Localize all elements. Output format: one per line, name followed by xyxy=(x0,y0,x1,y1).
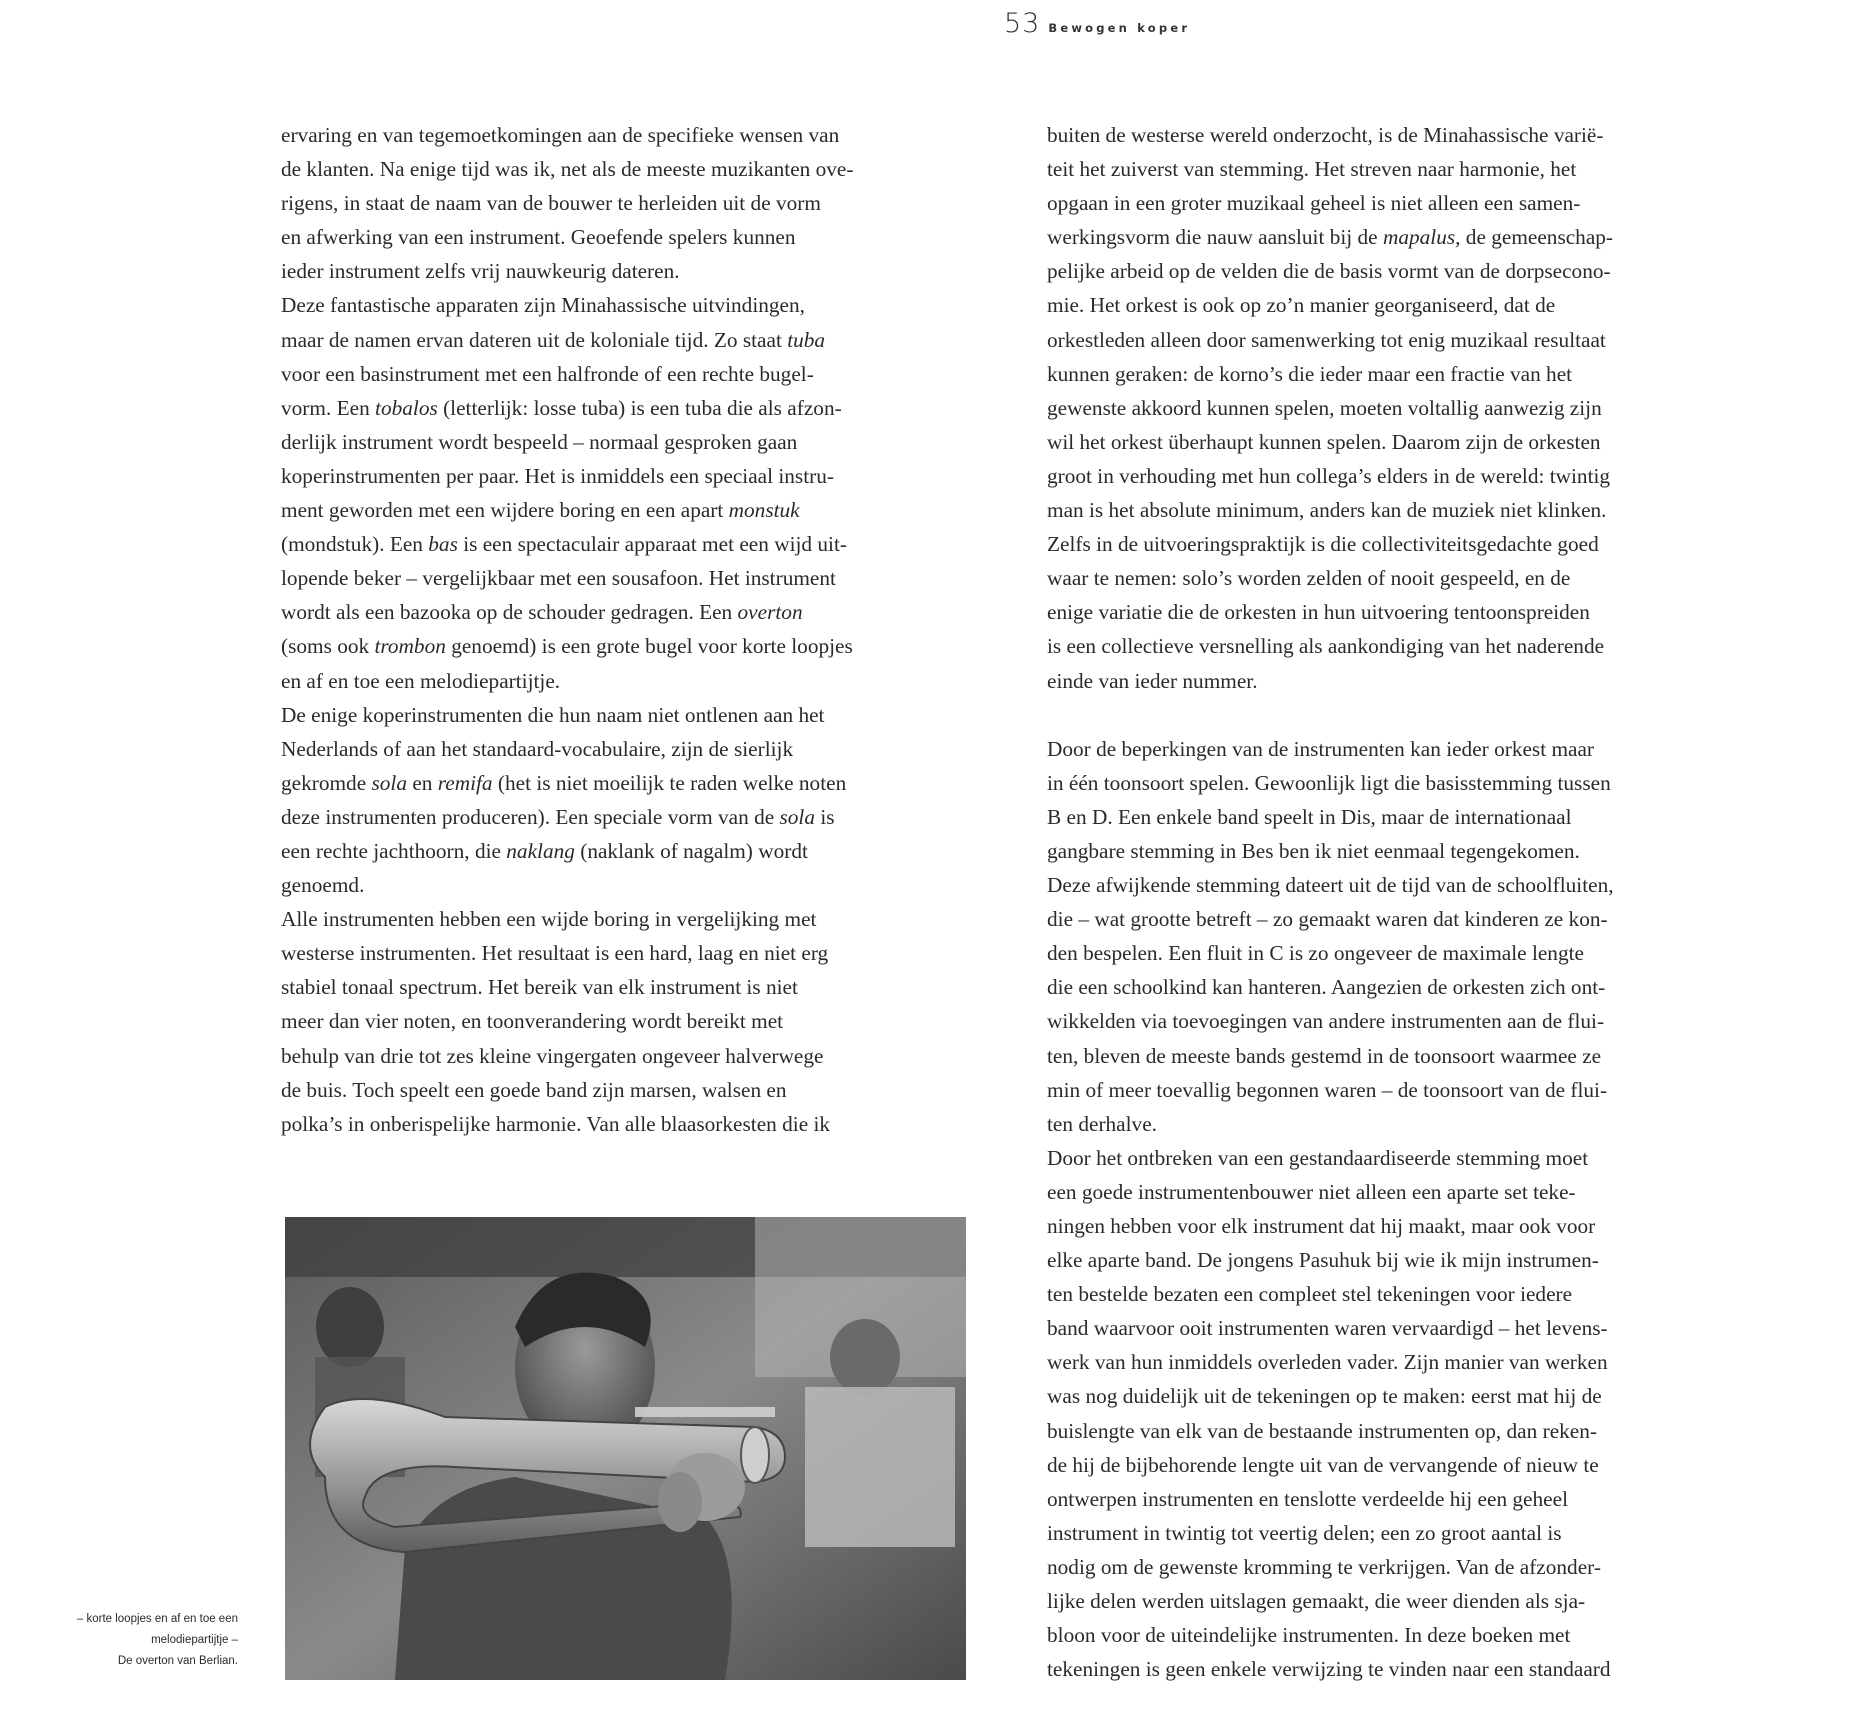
right-text-column xyxy=(1047,118,1767,1686)
text-segment: wil het orkest überhaupt kunnen spelen. Daarom zijn de orkesten xyxy=(1047,429,1601,454)
text-segment: genoemd. xyxy=(281,873,365,898)
text-line xyxy=(281,493,1001,527)
text-line xyxy=(1047,1550,1767,1584)
text-segment: (het is niet moeilijk te raden welke noten xyxy=(492,770,847,795)
text-line xyxy=(1047,902,1767,936)
italic-term: overton xyxy=(737,600,803,625)
text-segment: ningen hebben voor elk instrument dat hij maakt, maar ook voor xyxy=(1047,1214,1596,1238)
text-segment: De enige koperinstrumenten die hun naam niet ontlenen aan het xyxy=(281,702,825,727)
text-line xyxy=(281,698,1001,732)
text-line xyxy=(281,732,1001,766)
text-line xyxy=(281,595,1001,629)
text-line xyxy=(1047,1004,1767,1038)
text-line xyxy=(1047,1277,1767,1311)
text-segment: Deze fantastische apparaten zijn Minahassische uitvindingen, xyxy=(281,293,805,318)
text-segment: groot in verhouding met hun collega’s elders in de wereld: twintig xyxy=(1047,463,1611,488)
text-line xyxy=(281,186,1001,220)
caption-line: De overton van Berlian. xyxy=(117,1655,238,1667)
text-line xyxy=(281,459,1001,493)
text-line xyxy=(1047,1209,1767,1243)
text-segment: pelijke arbeid op de velden die de basis vormt van de dorpsecono- xyxy=(1047,259,1611,284)
text-segment: de buis. Toch speelt een goede band zijn marsen, walsen en xyxy=(281,1077,787,1102)
caption-line: melodiepartijtje – xyxy=(151,1634,238,1646)
text-segment: de gemeenschap- xyxy=(1460,225,1614,250)
text-segment: opgaan in een groter muzikaal geheel is niet alleen een samen- xyxy=(1047,191,1581,216)
text-segment: rigens, in staat de naam van de bouwer te herleiden uit de vorm xyxy=(281,191,821,216)
text-line xyxy=(281,766,1001,800)
text-line xyxy=(1047,800,1767,834)
text-line xyxy=(1047,1516,1767,1550)
text-segment: was nog duidelijk uit de tekeningen op te maken: eerst mat hij de xyxy=(1047,1384,1602,1409)
text-line xyxy=(1047,868,1767,902)
text-line xyxy=(1047,1039,1767,1073)
text-segment: lopende beker – vergelijkbaar met een sousafoon. Het instrument xyxy=(281,566,836,591)
text-line xyxy=(1047,766,1767,800)
text-segment: en afwerking van een instrument. Geoefende spelers kunnen xyxy=(281,225,796,250)
text-segment: band waarvoor ooit instrumenten waren vervaardigd – het levens- xyxy=(1047,1316,1608,1341)
text-line xyxy=(1047,1345,1767,1379)
text-line xyxy=(1047,1482,1767,1516)
text-line xyxy=(281,868,1001,902)
text-segment: wikkelden via toevoegingen van andere instrumenten aan de flui- xyxy=(1047,1009,1605,1034)
text-line xyxy=(1047,1141,1767,1175)
italic-term: sola xyxy=(779,804,816,829)
italic-term: mapalus, xyxy=(1382,225,1461,250)
text-segment: lijke delen werden uitslagen gemaakt, die weer dienden als sja- xyxy=(1047,1589,1586,1614)
text-segment: voor een basinstrument met een halfronde of een rechte bugel- xyxy=(281,361,814,386)
italic-term: naklang xyxy=(506,838,575,863)
text-segment: instrument in twintig tot veertig delen; een zo groot aantal is xyxy=(1047,1520,1562,1545)
running-title: Bewogen koper xyxy=(1048,21,1191,35)
italic-term: tobalos xyxy=(375,395,438,420)
text-segment: enige variatie die de orkesten in hun uitvoering tentoonspreiden xyxy=(1047,600,1590,625)
text-line xyxy=(1047,732,1767,766)
text-line xyxy=(1047,834,1767,868)
text-line xyxy=(281,152,1001,186)
text-line xyxy=(281,118,1001,152)
text-segment: westerse instrumenten. Het resultaat is een hard, laag en niet erg xyxy=(281,941,829,966)
italic-term: trombon xyxy=(374,634,446,659)
text-segment: kunnen geraken: de korno’s die ieder maar een fractie van het xyxy=(1047,361,1573,386)
text-line xyxy=(281,357,1001,391)
text-line xyxy=(1047,1652,1767,1686)
text-segment: meer dan vier noten, en toonverandering wordt bereikt met xyxy=(281,1009,784,1034)
text-segment: Door het ontbreken van een gestandaardiseerde stemming moet xyxy=(1047,1145,1589,1170)
text-segment: de hij de bijbehorende lengte uit van de vervangende of nieuw te xyxy=(1047,1452,1599,1477)
text-segment: werkingsvorm die nauw aansluit bij de xyxy=(1047,225,1383,250)
text-line xyxy=(1047,936,1767,970)
text-line xyxy=(1047,1618,1767,1652)
text-line xyxy=(1047,1073,1767,1107)
text-segment: gekromde xyxy=(281,770,372,795)
text-line xyxy=(1047,970,1767,1004)
text-segment: B en D. Een enkele band speelt in Dis, maar de internationaal xyxy=(1047,804,1572,829)
page-number: 53 xyxy=(1004,8,1041,39)
text-segment: tekeningen is geen enkele verwijzing te vinden naar een standaard xyxy=(1047,1657,1611,1682)
text-segment: elke aparte band. De jongens Pasuhuk bij wie ik mijn instrumen- xyxy=(1047,1248,1599,1273)
text-line xyxy=(1047,1243,1767,1277)
text-segment: ontwerpen instrumenten en tenslotte verdeelde hij een geheel xyxy=(1047,1486,1568,1511)
text-line xyxy=(281,561,1001,595)
text-line xyxy=(1047,186,1767,220)
text-line xyxy=(281,902,1001,936)
running-header xyxy=(1004,8,1190,39)
text-line xyxy=(1047,425,1767,459)
text-segment: waar te nemen: solo’s worden zelden of nooit gespeeld, en de xyxy=(1047,566,1571,591)
text-line xyxy=(281,1107,1001,1141)
text-segment: min of meer toevallig begonnen waren – de toonsoort van de flui- xyxy=(1047,1077,1608,1102)
text-segment: orkestleden alleen door samenwerking tot enig muzikaal resultaat xyxy=(1047,327,1606,352)
text-line xyxy=(281,323,1001,357)
text-segment: teit het zuiverst van stemming. Het streven naar harmonie, het xyxy=(1047,157,1577,182)
text-line xyxy=(281,629,1001,663)
text-segment: ment geworden met een wijdere boring en een apart xyxy=(281,498,729,523)
text-line xyxy=(1047,664,1767,698)
text-segment: ten bestelde bezaten een compleet stel tekeningen voor iedere xyxy=(1047,1282,1573,1307)
text-segment: Door de beperkingen van de instrumenten kan ieder orkest maar xyxy=(1047,736,1595,761)
text-line xyxy=(281,527,1001,561)
text-line xyxy=(1047,1311,1767,1345)
photo-image xyxy=(285,1217,966,1680)
text-line xyxy=(281,1004,1001,1038)
text-line xyxy=(1047,1448,1767,1482)
text-line xyxy=(281,425,1001,459)
text-line xyxy=(1047,595,1767,629)
text-segment: een rechte jachthoorn, die xyxy=(281,838,507,863)
text-segment: ten, bleven de meeste bands gestemd in de toonsoort waarmee ze xyxy=(1047,1043,1602,1068)
text-line xyxy=(1047,152,1767,186)
text-segment: werk van hun inmiddels overleden vader. Zijn manier van werken xyxy=(1047,1350,1608,1375)
caption-line: – korte loopjes en af en toe een xyxy=(76,1613,238,1625)
text-line xyxy=(1047,254,1767,288)
text-line xyxy=(1047,118,1767,152)
text-segment: ten derhalve. xyxy=(1047,1111,1157,1136)
text-segment: ervaring en van tegemoetkomingen aan de specifieke wensen van xyxy=(281,123,840,147)
text-segment: stabiel tonaal spectrum. Het bereik van elk instrument is niet xyxy=(281,975,798,1000)
text-line xyxy=(281,970,1001,1004)
text-segment: Nederlands of aan het standaard-vocabulaire, zijn de sierlijk xyxy=(281,736,794,761)
text-segment: polka’s in onberispelijke harmonie. Van alle blaasorkesten die ik xyxy=(281,1111,831,1136)
text-segment: Zelfs in de uitvoeringspraktijk is die collectiviteitsgedachte goed xyxy=(1047,532,1599,557)
italic-term: tuba xyxy=(787,327,826,352)
text-line xyxy=(281,1039,1001,1073)
text-segment: en af en toe een melodiepartijtje. xyxy=(281,668,561,693)
text-segment: Alle instrumenten hebben een wijde boring in vergelijking met xyxy=(281,907,817,932)
text-line xyxy=(1047,288,1767,322)
text-line xyxy=(1047,1414,1767,1448)
text-line xyxy=(1047,391,1767,425)
text-line xyxy=(1047,323,1767,357)
italic-term: monstuk xyxy=(728,498,800,523)
text-line xyxy=(1047,1107,1767,1141)
text-segment: man is het absolute minimum, anders kan de muziek niet klinken. xyxy=(1047,498,1607,523)
text-segment: de klanten. Na enige tijd was ik, net als de meeste muzikanten ove- xyxy=(281,157,854,182)
text-segment: (letterlijk: losse tuba) is een tuba die als afzon- xyxy=(437,395,842,420)
text-segment: buislengte van elk van de bestaande instrumenten op, dan reken- xyxy=(1047,1418,1597,1443)
text-segment: (soms ook xyxy=(281,634,375,659)
text-line xyxy=(1047,561,1767,595)
text-segment: deze instrumenten produceren). Een speciale vorm van de xyxy=(281,804,780,829)
text-segment: vorm. Een xyxy=(281,395,376,420)
italic-term: remifa xyxy=(437,770,493,795)
text-line xyxy=(1047,527,1767,561)
left-text-column xyxy=(281,118,1001,1141)
photo-overton-player xyxy=(285,1217,966,1680)
text-line xyxy=(281,664,1001,698)
text-segment: den bespelen. Een fluit in C is zo ongeveer de maximale lengte xyxy=(1047,941,1584,966)
text-segment: genoemd) is een grote bugel voor korte loopjes xyxy=(445,634,853,659)
text-segment: (naklank of nagalm) wordt xyxy=(574,838,808,863)
text-line xyxy=(281,254,1001,288)
text-segment: gangbare stemming in Bes ben ik niet eenmaal tegengekomen. xyxy=(1047,838,1580,863)
text-line xyxy=(281,834,1001,868)
text-segment: Deze afwijkende stemming dateert uit de tijd van de schoolfluiten, xyxy=(1047,873,1614,898)
text-segment: einde van ieder nummer. xyxy=(1047,668,1258,693)
text-line xyxy=(1047,629,1767,663)
text-segment: gewenste akkoord kunnen spelen, moeten voltallig aanwezig zijn xyxy=(1047,395,1602,420)
text-segment: is een spectaculair apparaat met een wijd uit- xyxy=(457,532,847,557)
text-segment: ieder instrument zelfs vrij nauwkeurig dateren. xyxy=(281,259,680,284)
text-segment: maar de namen ervan dateren uit de koloniale tijd. Zo staat xyxy=(281,327,788,352)
text-line xyxy=(281,800,1001,834)
text-segment: mie. Het orkest is ook op zo’n manier georganiseerd, dat de xyxy=(1047,293,1556,318)
text-line xyxy=(281,220,1001,254)
text-segment: behulp van drie tot zes kleine vingergaten ongeveer halverwege xyxy=(281,1043,824,1068)
text-segment: een goede instrumentenbouwer niet alleen een aparte set teke- xyxy=(1047,1179,1576,1204)
text-line xyxy=(1047,493,1767,527)
text-segment: die een schoolkind kan hanteren. Aangezien de orkesten zich ont- xyxy=(1047,975,1606,1000)
text-line xyxy=(281,391,1001,425)
text-segment: is een collectieve versnelling als aankondiging van het naderende xyxy=(1047,634,1605,659)
photo-caption xyxy=(8,1609,238,1672)
text-line xyxy=(1047,1379,1767,1413)
text-line xyxy=(1047,357,1767,391)
text-line xyxy=(1047,1584,1767,1618)
text-line xyxy=(281,936,1001,970)
text-segment: is xyxy=(815,804,835,829)
text-line xyxy=(1047,1175,1767,1209)
italic-term: bas xyxy=(428,532,458,557)
text-line xyxy=(281,288,1001,322)
text-line xyxy=(281,1073,1001,1107)
text-segment: die – wat grootte betreft – zo gemaakt waren dat kinderen ze kon- xyxy=(1047,907,1608,932)
text-segment: in één toonsoort spelen. Gewoonlijk ligt die basisstemming tussen xyxy=(1047,770,1611,795)
text-segment: nodig om de gewenste kromming te verkrijgen. Van de afzonder- xyxy=(1047,1554,1601,1579)
text-segment: koperinstrumenten per paar. Het is inmiddels een speciaal instru- xyxy=(281,463,834,488)
text-line xyxy=(1047,459,1767,493)
text-segment: en xyxy=(407,770,438,795)
text-segment: derlijk instrument wordt bespeeld – normaal gesproken gaan xyxy=(281,429,798,454)
italic-term: sola xyxy=(371,770,407,795)
text-segment: bloon voor de uiteindelijke instrumenten. In deze boeken met xyxy=(1047,1623,1571,1648)
paragraph-gap xyxy=(1047,698,1767,732)
text-segment: wordt als een bazooka op de schouder gedragen. Een xyxy=(281,600,738,625)
text-line xyxy=(1047,220,1767,254)
text-segment: (mondstuk). Een xyxy=(281,532,429,557)
text-segment: buiten de westerse wereld onderzocht, is de Minahassische varië- xyxy=(1047,123,1604,147)
